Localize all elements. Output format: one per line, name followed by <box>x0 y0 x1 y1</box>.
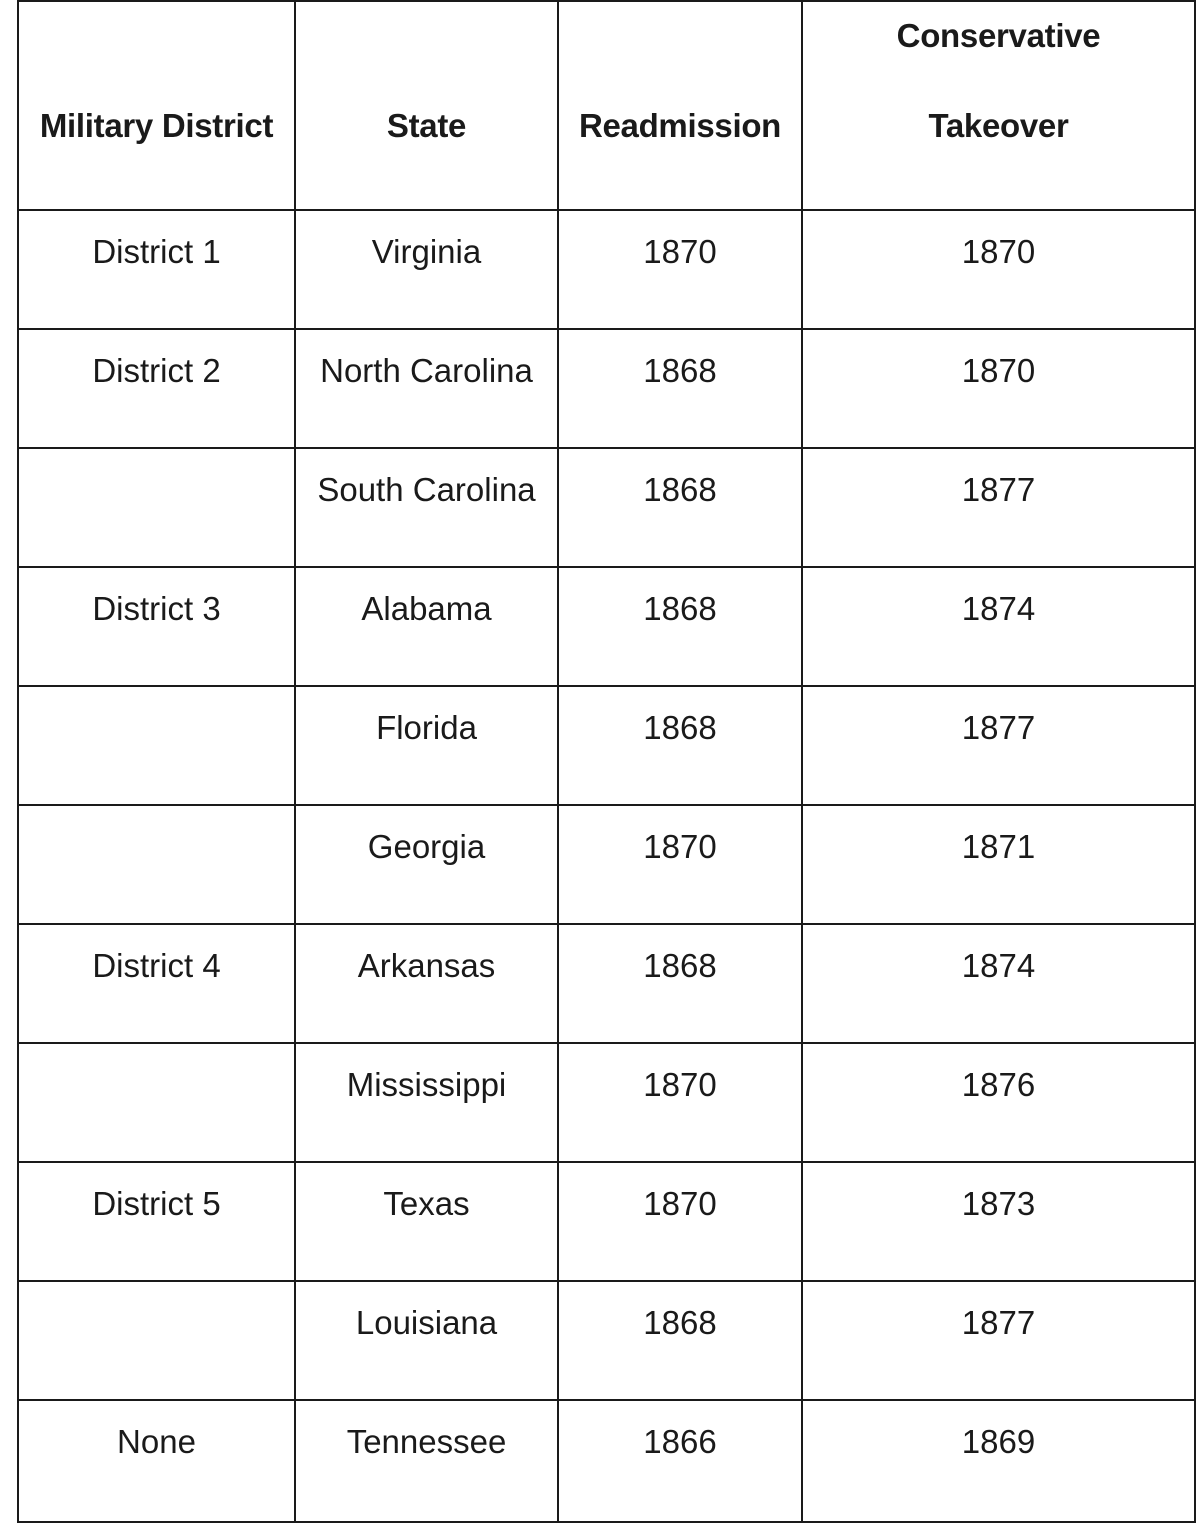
cell-state: Virginia <box>295 210 558 329</box>
cell-district <box>18 805 295 924</box>
table-row <box>18 448 1195 567</box>
table-row <box>18 1162 1195 1281</box>
cell-state: Alabama <box>295 567 558 686</box>
cell-takeover: 1873 <box>802 1162 1195 1281</box>
cell-state: Arkansas <box>295 924 558 1043</box>
cell-district: District 2 <box>18 329 295 448</box>
cell-takeover: 1871 <box>802 805 1195 924</box>
cell-readmission: 1868 <box>558 1281 802 1400</box>
header-takeover-line2: Takeover <box>928 107 1069 144</box>
cell-takeover: 1877 <box>802 686 1195 805</box>
cell-district <box>18 1043 295 1162</box>
cell-takeover: 1874 <box>802 924 1195 1043</box>
cell-district: District 4 <box>18 924 295 1043</box>
cell-takeover: 1877 <box>802 1281 1195 1400</box>
cell-district: None <box>18 1400 295 1522</box>
header-military-district: Military District <box>18 1 295 210</box>
table-row <box>18 924 1195 1043</box>
cell-state: North Carolina <box>295 329 558 448</box>
cell-state: Florida <box>295 686 558 805</box>
cell-takeover: 1870 <box>802 329 1195 448</box>
table-row <box>18 1400 1195 1522</box>
cell-district <box>18 448 295 567</box>
table-row <box>18 1043 1195 1162</box>
cell-district <box>18 686 295 805</box>
header-readmission: Readmission <box>558 1 802 210</box>
cell-readmission: 1868 <box>558 686 802 805</box>
cell-readmission: 1866 <box>558 1400 802 1522</box>
cell-readmission: 1868 <box>558 329 802 448</box>
cell-takeover: 1877 <box>802 448 1195 567</box>
cell-readmission: 1870 <box>558 805 802 924</box>
reconstruction-table-container <box>17 0 1194 1520</box>
cell-state: South Carolina <box>295 448 558 567</box>
cell-readmission: 1870 <box>558 1162 802 1281</box>
cell-takeover: 1870 <box>802 210 1195 329</box>
table-row <box>18 1281 1195 1400</box>
cell-district: District 3 <box>18 567 295 686</box>
cell-takeover: 1876 <box>802 1043 1195 1162</box>
cell-readmission: 1870 <box>558 1043 802 1162</box>
cell-district <box>18 1281 295 1400</box>
table-row <box>18 805 1195 924</box>
header-conservative-takeover <box>802 1 1195 210</box>
cell-state: Texas <box>295 1162 558 1281</box>
header-takeover-line1: Conservative <box>896 17 1101 54</box>
reconstruction-table <box>17 0 1196 1523</box>
cell-state: Mississippi <box>295 1043 558 1162</box>
cell-takeover: 1869 <box>802 1400 1195 1522</box>
table-row <box>18 210 1195 329</box>
header-state: State <box>295 1 558 210</box>
cell-district: District 5 <box>18 1162 295 1281</box>
header-row <box>18 1 1195 210</box>
table-row <box>18 686 1195 805</box>
cell-district: District 1 <box>18 210 295 329</box>
cell-takeover: 1874 <box>802 567 1195 686</box>
cell-readmission: 1868 <box>558 448 802 567</box>
cell-readmission: 1868 <box>558 567 802 686</box>
table-row <box>18 567 1195 686</box>
cell-readmission: 1868 <box>558 924 802 1043</box>
table-row <box>18 329 1195 448</box>
cell-state: Georgia <box>295 805 558 924</box>
cell-readmission: 1870 <box>558 210 802 329</box>
cell-state: Louisiana <box>295 1281 558 1400</box>
cell-state: Tennessee <box>295 1400 558 1522</box>
